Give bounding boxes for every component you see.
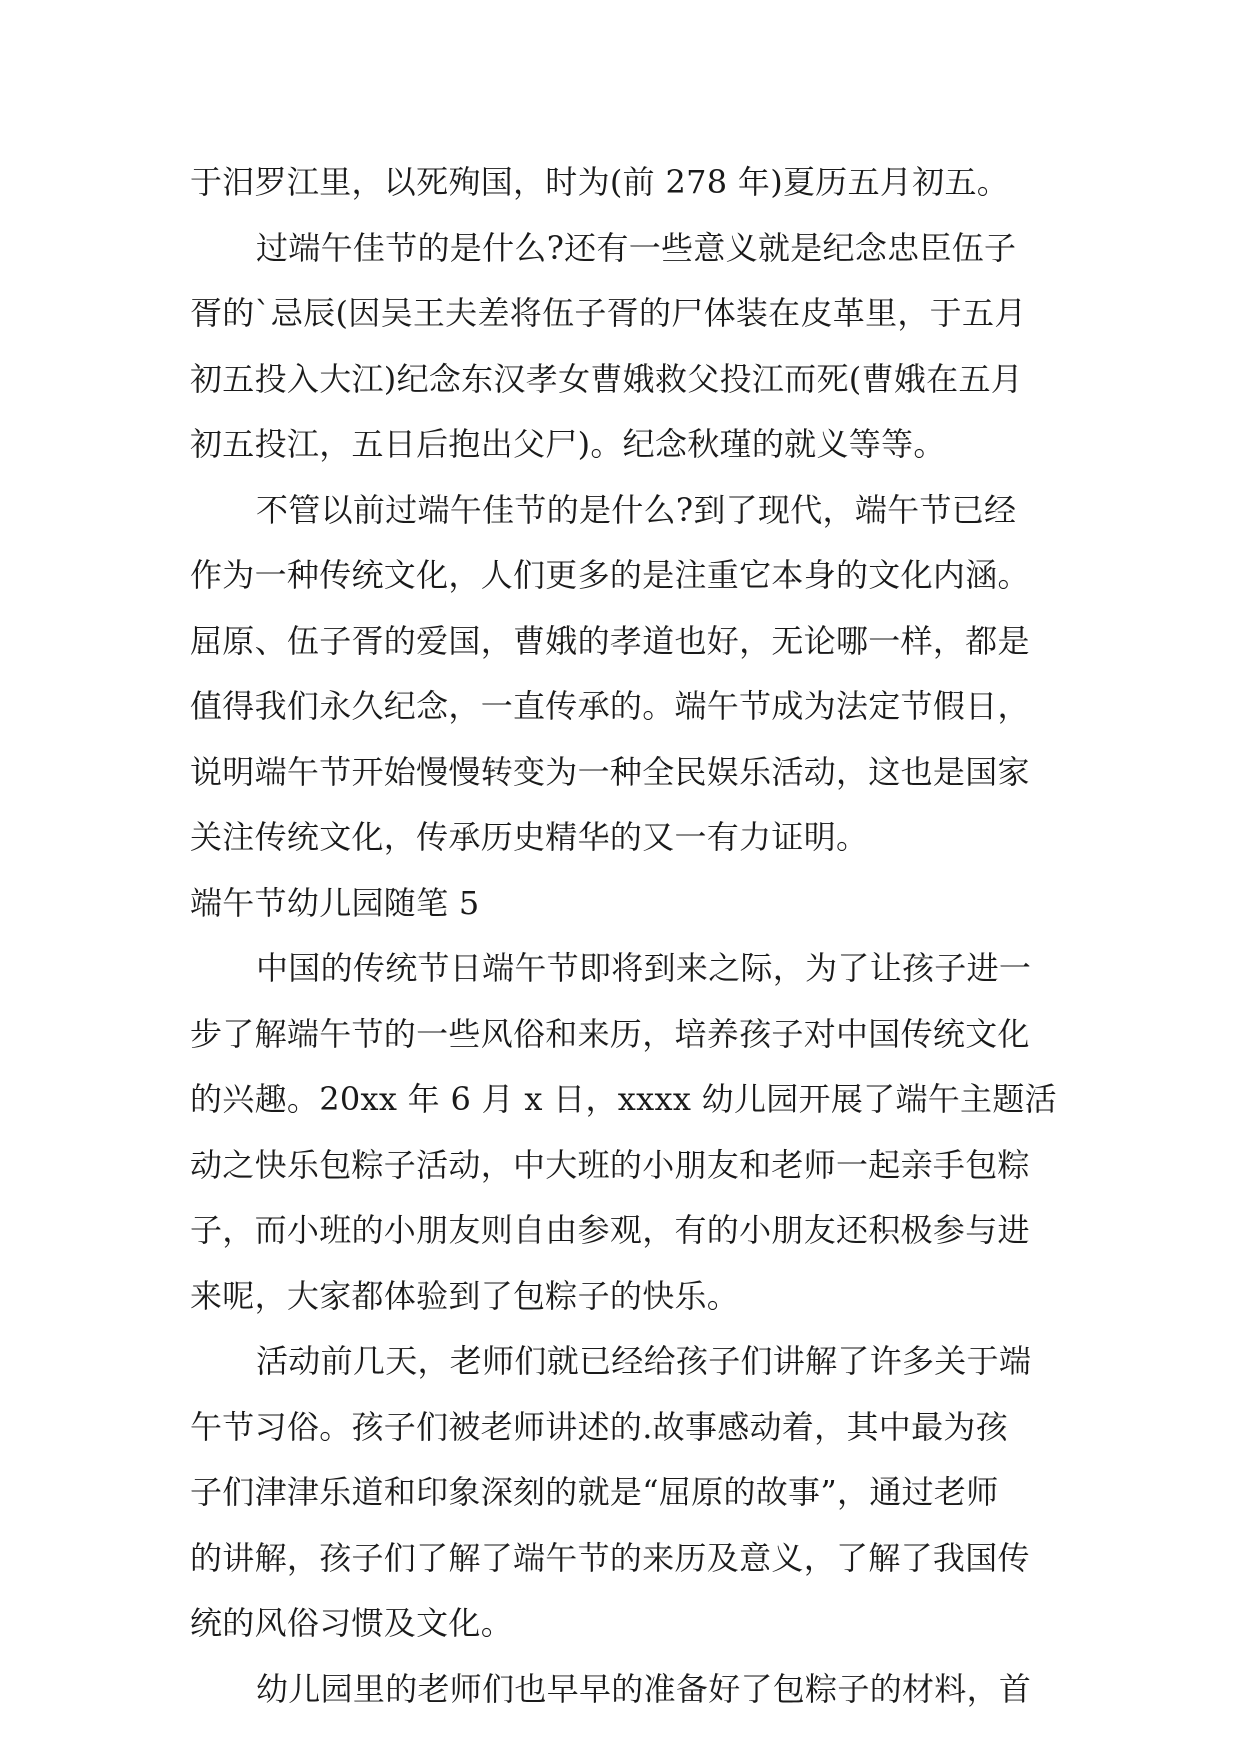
text-line: 初五投江，五日后抱出父尸)。纪念秋瑾的就义等等。 bbox=[190, 425, 946, 463]
text-line: 的讲解，孩子们了解了端午节的来历及意义，了解了我国传 bbox=[190, 1538, 1030, 1577]
text-line: 胥的`忌辰(因吴王夫差将伍子胥的尸体装在皮革里，于五月 bbox=[190, 294, 1027, 332]
text-line: 关注传统文化，传承历史精华的又一有力证明。 bbox=[190, 818, 869, 856]
paragraph bbox=[190, 216, 1060, 478]
paragraph bbox=[190, 150, 1060, 216]
text-line: 活动前几天，老师们就已经给孩子们讲解了许多关于端 bbox=[256, 1342, 1032, 1380]
text-line: 不管以前过端午佳节的是什么?到了现代，端午节已经 bbox=[256, 490, 1017, 529]
text-line: 中国的传统节日端午节即将到来之际，为了让孩子进一 bbox=[256, 949, 1032, 987]
text-line: 屈原、伍子胥的爱国，曹娥的孝道也好，无论哪一样，都是 bbox=[190, 621, 1030, 660]
text-line: 子们津津乐道和印象深刻的就是“屈原的故事”，通过老师 bbox=[190, 1473, 999, 1511]
paragraph bbox=[190, 478, 1060, 871]
paragraph bbox=[190, 1329, 1060, 1657]
text-line: 步了解端午节的一些风俗和来历，培养孩子对中国传统文化 bbox=[190, 1014, 1030, 1053]
text-line: 幼儿园里的老师们也早早的准备好了包粽子的材料，首 bbox=[256, 1669, 1032, 1708]
text-line: 初五投入大江)纪念东汉孝女曹娥救父投江而死(曹娥在五月 bbox=[190, 359, 1024, 398]
text-line: 值得我们永久纪念，一直传承的。端午节成为法定节假日， bbox=[190, 687, 1030, 725]
text-line: 于汨罗江里，以死殉国，时为(前 278 年)夏历五月初五。 bbox=[190, 163, 1010, 201]
text-line: 动之快乐包粽子活动，中大班的小朋友和老师一起亲手包粽 bbox=[190, 1145, 1030, 1184]
text-line: 过端午佳节的是什么?还有一些意义就是纪念忠臣伍子 bbox=[256, 228, 1017, 267]
document-body bbox=[190, 150, 1060, 1722]
text-line: 的兴趣。20xx 年 6 月 x 日，xxxx 幼儿园开展了端午主题活 bbox=[190, 1080, 1057, 1118]
section-heading bbox=[190, 871, 1060, 937]
paragraph bbox=[190, 936, 1060, 1329]
text-line: 说明端午节开始慢慢转变为一种全民娱乐活动，这也是国家 bbox=[190, 752, 1030, 791]
paragraph bbox=[190, 1657, 1060, 1723]
text-line: 作为一种传统文化，人们更多的是注重它本身的文化内涵。 bbox=[190, 556, 1030, 594]
text-line: 子，而小班的小朋友则自由参观，有的小朋友还积极参与进 bbox=[190, 1211, 1030, 1249]
heading-text: 端午节幼儿园随笔 5 bbox=[190, 883, 480, 922]
text-line: 统的风俗习惯及文化。 bbox=[190, 1604, 514, 1642]
text-line: 午节习俗。孩子们被老师讲述的.故事感动着，其中最为孩 bbox=[190, 1407, 1008, 1446]
text-line: 来呢，大家都体验到了包粽子的快乐。 bbox=[190, 1276, 740, 1315]
